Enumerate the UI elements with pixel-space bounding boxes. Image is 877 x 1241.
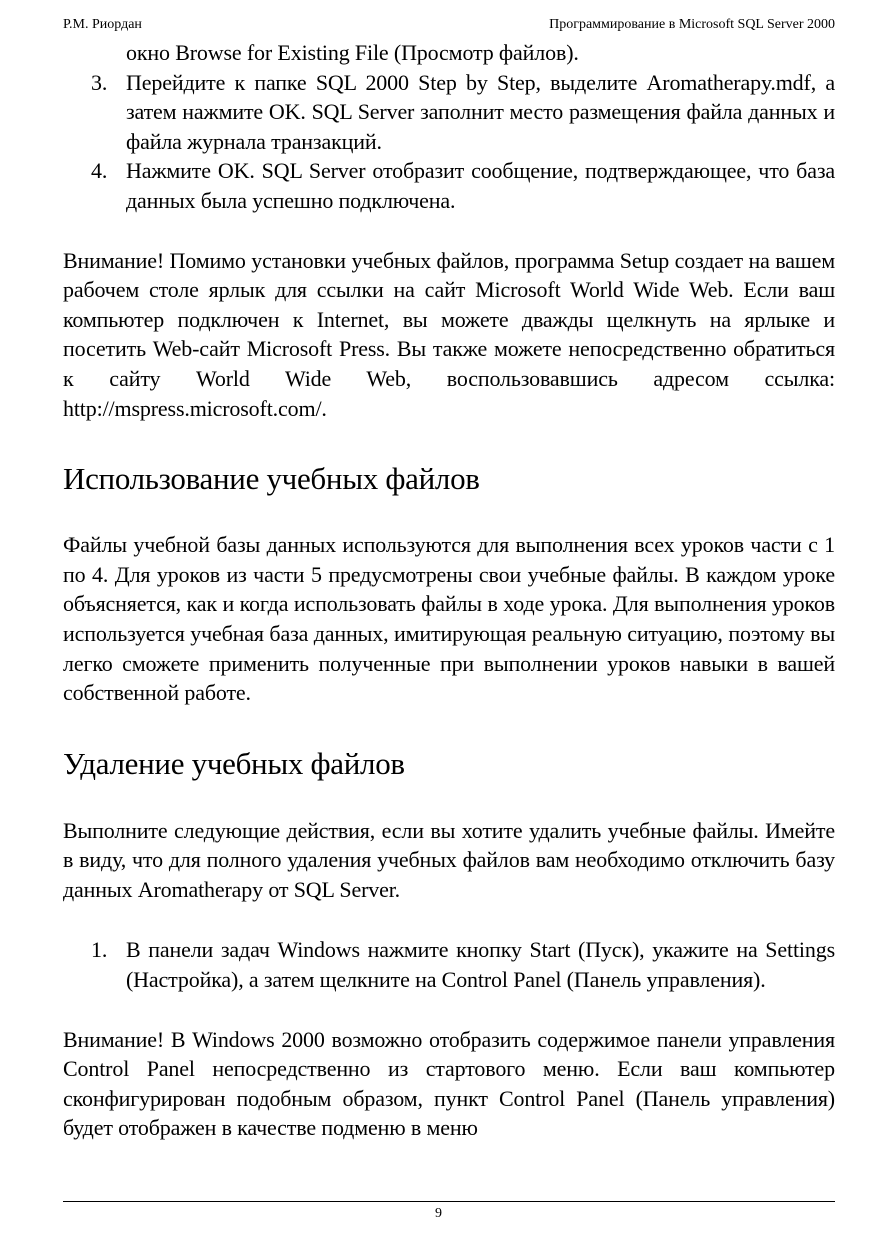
list-item-text: Нажмите OK. SQL Server отобразит сообщение, подтверждающее, что база данных была успешно подключена. xyxy=(126,158,835,213)
spacer xyxy=(63,423,835,459)
spacer xyxy=(63,216,835,246)
list-item xyxy=(63,68,835,157)
using-files-paragraph: Файлы учебной базы данных используются для выполнения всех уроков части с 1 по 4. Для уроков из части 5 предусмотрены свои учебные файлы. В каждом уроке объясняется, как и когда использовать файлы в ходе урока. Для выполнения уроков используется учебная база данных, имитирующая реальную ситуацию, поэтому вы легко сможете применить полученные при выполнении уроков навыки в вашей собственной работе. xyxy=(63,532,835,706)
list-item-text: В панели задач Windows нажмите кнопку Start (Пуск), укажите на Settings (Настройка), а затем щелкните на Control Panel (Панель управления). xyxy=(126,937,835,993)
page-number: 9 xyxy=(435,1206,442,1221)
note-setup-paragraph: Внимание! Помимо установки учебных файлов, программа Setup создает на вашем рабочем столе ярлык для ссылки на сайт Microsoft World Wide Web. Если ваш компьютер подключен к Internet, вы можете дважды щелкнуть на ярлыке и посетить Web-сайт Microsoft Press. Вы также можете непосредственно обратиться к сайту World Wide Web, воспользовавшись адресом ссылка: http://mspress.microsoft.com/. xyxy=(63,247,835,421)
spacer xyxy=(63,995,835,1025)
list-item-text: окно Browse for Existing File (Просмотр файлов). xyxy=(126,40,579,65)
list-item xyxy=(63,156,835,215)
install-steps-list xyxy=(63,38,835,216)
spacer xyxy=(63,499,835,530)
footer-rule xyxy=(63,1201,835,1202)
list-item-continued xyxy=(63,38,835,68)
header-book-title: Программирование в Microsoft SQL Server 2000 xyxy=(549,17,835,32)
spacer xyxy=(63,708,835,744)
spacer xyxy=(63,784,835,816)
section-heading-removing: Удаление учебных файлов xyxy=(63,745,405,781)
list-item-number: 1. xyxy=(91,937,108,963)
list-item-number: 3. xyxy=(91,69,108,95)
list-item-number: 4. xyxy=(91,158,108,184)
header-author: Р.М. Риордан xyxy=(63,17,142,32)
spacer xyxy=(63,904,835,935)
note-windows-paragraph: Внимание! В Windows 2000 возможно отобразить содержимое панели управления Control Panel непосредственно из стартового меню. Если ваш компьютер сконфигурирован подобным образом, пункт Control Panel (Панель управления) будет отображен в качестве подменю в меню xyxy=(63,1026,835,1141)
page-content xyxy=(63,38,835,1143)
remove-steps-list xyxy=(63,935,835,994)
list-item-text: Перейдите к папке SQL 2000 Step by Step, выделите Aromatherapy.mdf, а затем нажмите OK. SQL Server заполнит место размещения файла данных и файла журнала транзакций. xyxy=(126,69,835,154)
list-item xyxy=(63,935,835,994)
section-heading-using: Использование учебных файлов xyxy=(63,461,480,497)
removing-files-paragraph: Выполните следующие действия, если вы хотите удалить учебные файлы. Имейте в виду, что для полного удаления учебных файлов вам необходимо отключить базу данных Aromatherapy от SQL Server. xyxy=(63,817,835,902)
running-header xyxy=(63,16,835,34)
